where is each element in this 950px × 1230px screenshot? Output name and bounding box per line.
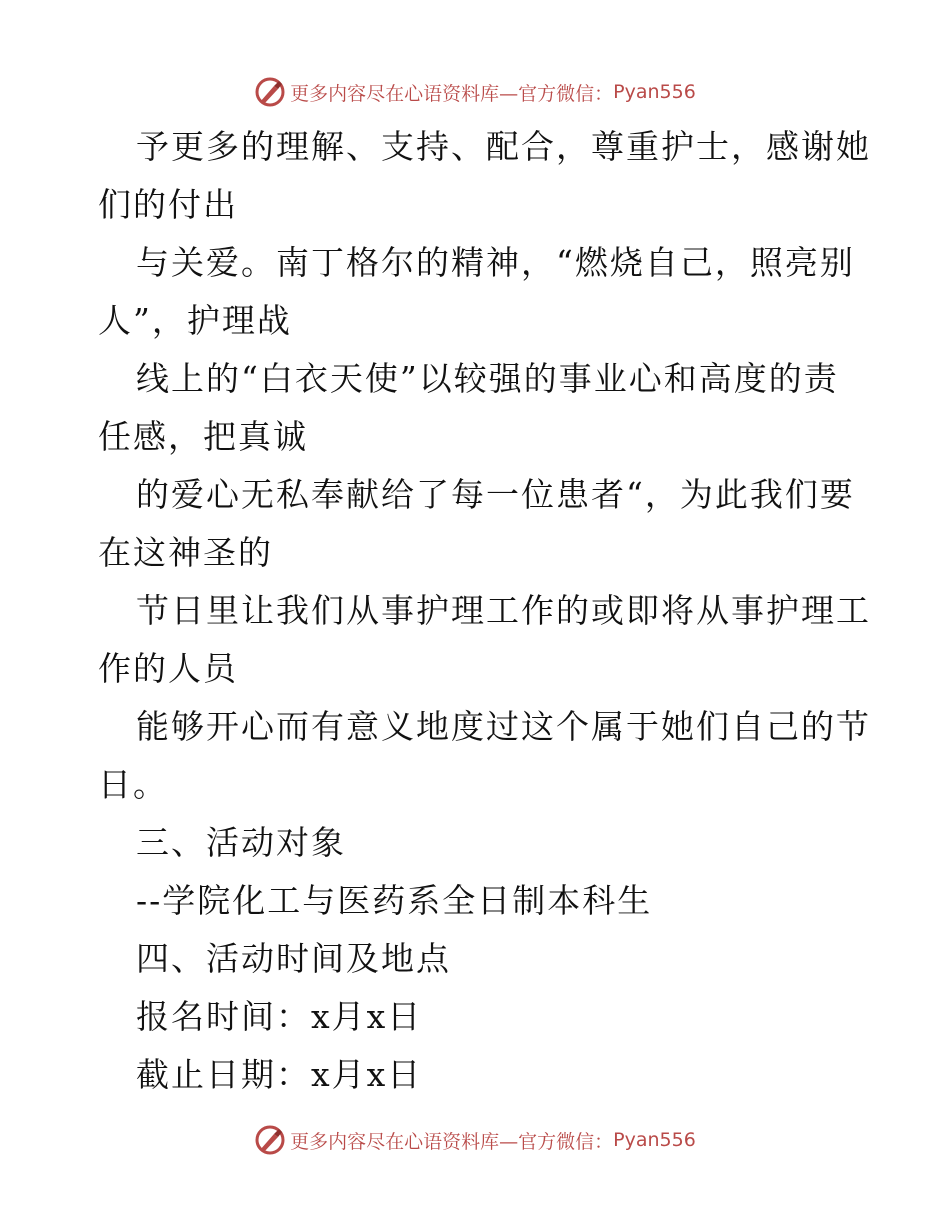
body-line: 报名时间：x月x日 (136, 997, 423, 1036)
body-line: 们的付出 (98, 185, 238, 224)
pen-logo-icon (254, 76, 286, 108)
body-line: 节日里让我们从事护理工作的或即将从事护理工 (136, 591, 871, 630)
watermark-text: 更多内容尽在心语资料库—官方微信： (290, 1130, 614, 1153)
section-heading: 四、活动时间及地点 (136, 939, 451, 978)
body-line: 作的人员 (98, 649, 238, 688)
body-line: 任感，把真诚 (98, 417, 308, 456)
body-line: 与关爱。南丁格尔的精神，“燃烧自己，照亮别 (136, 243, 855, 282)
pen-logo-icon (254, 1124, 286, 1156)
document-body (98, 118, 871, 1104)
body-line: 人”，护理战 (98, 301, 292, 340)
body-line: --学院化工与医药系全日制本科生 (136, 881, 653, 920)
body-line: 在这神圣的 (98, 533, 273, 572)
body-line: 的爱心无私奉献给了每一位患者“，为此我们要 (136, 475, 855, 514)
header-watermark (0, 72, 950, 112)
watermark-text: 更多内容尽在心语资料库—官方微信： (290, 82, 614, 105)
footer-watermark (0, 1120, 950, 1160)
body-line: 线上的“白衣天使”以较强的事业心和高度的责 (136, 359, 839, 398)
watermark-account: Pyan556 (613, 1129, 696, 1151)
body-line: 能够开心而有意义地度过这个属于她们自己的节 (136, 707, 871, 746)
body-line: 截止日期：x月x日 (136, 1055, 423, 1094)
section-heading: 三、活动对象 (136, 823, 346, 862)
body-line: 予更多的理解、支持、配合，尊重护士，感谢她 (136, 127, 871, 166)
body-line: 日。 (98, 765, 168, 804)
watermark-account: Pyan556 (613, 81, 696, 103)
